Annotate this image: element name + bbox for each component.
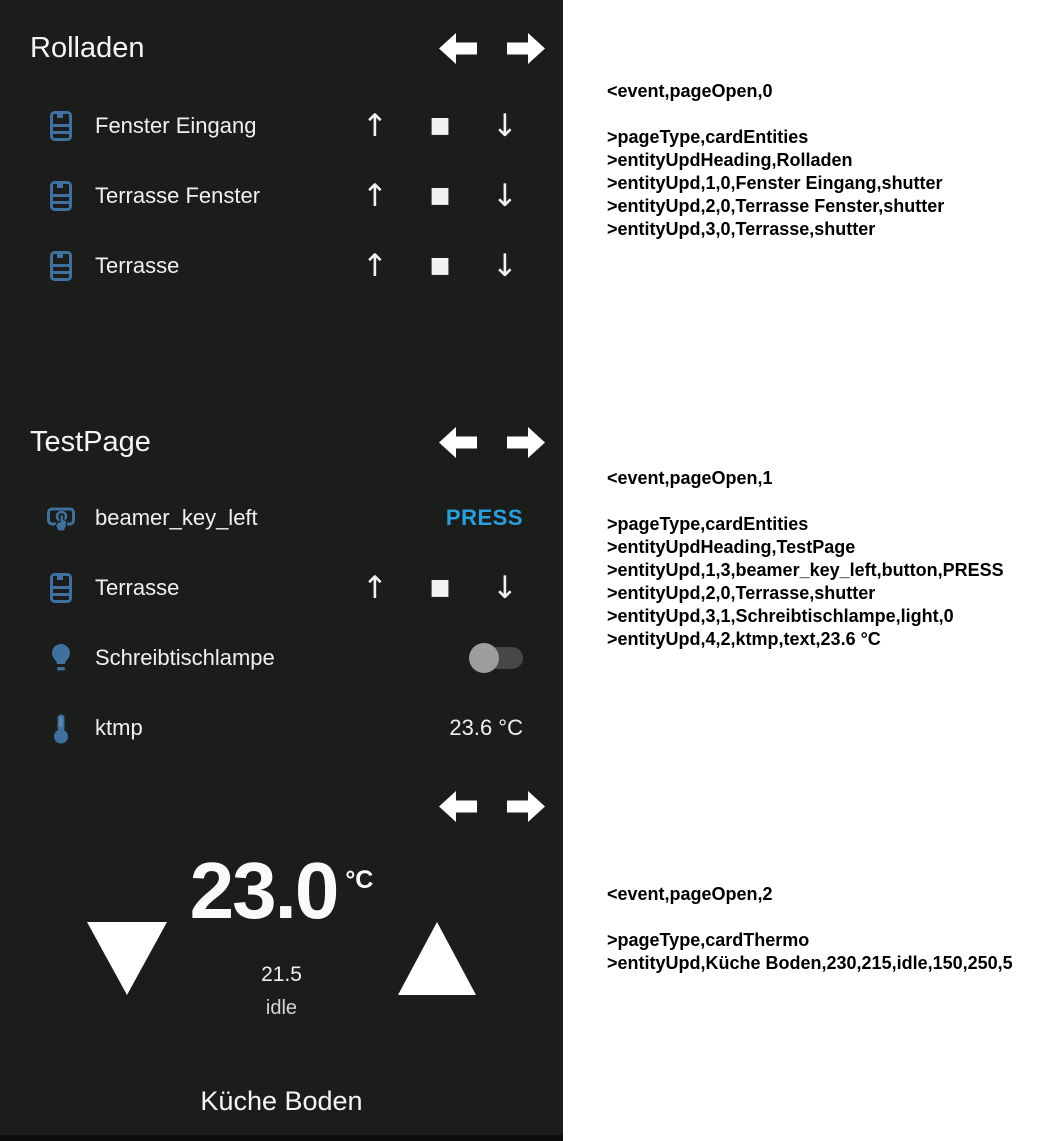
shutter-stop-button[interactable]: ■ bbox=[422, 570, 458, 606]
shutter-up-button[interactable]: ↑ bbox=[357, 570, 393, 606]
light-toggle[interactable] bbox=[469, 643, 523, 673]
protocol-line: >entityUpdHeading,TestPage bbox=[607, 537, 856, 557]
protocol-line-blank bbox=[607, 490, 1043, 513]
press-button[interactable]: PRESS bbox=[445, 505, 523, 530]
card-rolladen-rows bbox=[0, 91, 563, 301]
entity-label: Schreibtischlampe bbox=[95, 645, 275, 670]
protocol-block-page0 bbox=[607, 80, 1043, 241]
entity-label: Terrasse bbox=[95, 253, 180, 278]
entity-label: ktmp bbox=[95, 715, 143, 740]
entity-row-terrasse bbox=[0, 231, 563, 301]
nav-right-button[interactable] bbox=[507, 791, 545, 822]
window-shutter-icon bbox=[46, 181, 76, 211]
entity-row-fenster-eingang bbox=[0, 91, 563, 161]
window-shutter-icon bbox=[46, 111, 76, 141]
thermometer-icon bbox=[46, 713, 76, 744]
page-title: Rolladen bbox=[30, 31, 145, 64]
protocol-line: >entityUpd,2,0,Terrasse,shutter bbox=[607, 583, 876, 603]
arrow-right-icon bbox=[507, 427, 545, 458]
temperature-unit: °C bbox=[345, 866, 374, 894]
shutter-up-button[interactable]: ↑ bbox=[357, 178, 393, 214]
arrow-right-icon bbox=[507, 791, 545, 822]
protocol-block-page1 bbox=[607, 467, 1043, 651]
protocol-line-blank bbox=[607, 103, 1043, 126]
page-nav bbox=[439, 427, 545, 458]
protocol-line-blank bbox=[607, 906, 1043, 929]
current-temperature bbox=[0, 846, 563, 954]
page-title: TestPage bbox=[30, 425, 151, 458]
entity-row-ktmp bbox=[0, 693, 563, 763]
window-shutter-icon bbox=[46, 251, 76, 281]
nav-right-button[interactable] bbox=[507, 427, 545, 458]
shutter-stop-button[interactable]: ■ bbox=[422, 178, 458, 214]
shutter-controls bbox=[357, 248, 523, 284]
arrow-left-icon bbox=[439, 33, 477, 64]
window-shutter-icon bbox=[46, 573, 76, 603]
shutter-controls bbox=[357, 178, 523, 214]
protocol-line: >entityUpd,4,2,ktmp,text,23.6 °C bbox=[607, 629, 881, 649]
protocol-line: <event,pageOpen,0 bbox=[607, 81, 773, 101]
protocol-line: >entityUpd,2,0,Terrasse Fenster,shutter bbox=[607, 196, 945, 216]
lightbulb-icon bbox=[46, 643, 76, 674]
entity-row-terrasse-fenster bbox=[0, 161, 563, 231]
card-testpage-rows bbox=[0, 483, 563, 763]
shutter-controls bbox=[357, 570, 523, 606]
protocol-line: >entityUpd,1,3,beamer_key_left,button,PRESS bbox=[607, 560, 1004, 580]
shutter-up-button[interactable]: ↑ bbox=[357, 108, 393, 144]
entity-row-terrasse bbox=[0, 553, 563, 623]
entity-row-beamer-key-left bbox=[0, 483, 563, 553]
page-nav bbox=[439, 791, 545, 822]
nav-left-button[interactable] bbox=[439, 791, 477, 822]
card-rolladen-header bbox=[0, 26, 563, 70]
nav-left-button[interactable] bbox=[439, 427, 477, 458]
card-testpage-header bbox=[0, 420, 563, 464]
protocol-line: >entityUpd,1,0,Fenster Eingang,shutter bbox=[607, 173, 943, 193]
shutter-stop-button[interactable]: ■ bbox=[422, 108, 458, 144]
toggle-knob bbox=[469, 643, 499, 673]
current-temperature-value: 23.0 bbox=[189, 846, 338, 935]
target-temperature: 21.5 bbox=[261, 963, 302, 986]
shutter-down-button[interactable]: ↓ bbox=[487, 570, 523, 606]
entity-label: Terrasse bbox=[95, 575, 180, 600]
entity-label: Fenster Eingang bbox=[95, 113, 257, 138]
entity-row-schreibtischlampe bbox=[0, 623, 563, 693]
protocol-block-page2 bbox=[607, 883, 1043, 975]
gesture-tap-button-icon bbox=[46, 505, 76, 532]
shutter-down-button[interactable]: ↓ bbox=[487, 178, 523, 214]
nav-left-button[interactable] bbox=[439, 33, 477, 64]
entity-label: Terrasse Fenster bbox=[95, 183, 261, 208]
arrow-left-icon bbox=[439, 791, 477, 822]
page-nav bbox=[439, 33, 545, 64]
protocol-line: >pageType,cardEntities bbox=[607, 127, 809, 147]
shutter-down-button[interactable]: ↓ bbox=[487, 248, 523, 284]
shutter-stop-button[interactable]: ■ bbox=[422, 248, 458, 284]
nav-right-button[interactable] bbox=[507, 33, 545, 64]
arrow-right-icon bbox=[507, 33, 545, 64]
shutter-controls bbox=[357, 108, 523, 144]
entity-value: 23.6 °C bbox=[449, 715, 523, 740]
protocol-line: >entityUpdHeading,Rolladen bbox=[607, 150, 853, 170]
protocol-line: >entityUpd,3,0,Terrasse,shutter bbox=[607, 219, 876, 239]
thermostat-entity-name: Küche Boden bbox=[200, 1086, 363, 1116]
protocol-line: <event,pageOpen,1 bbox=[607, 468, 773, 488]
entity-label: beamer_key_left bbox=[95, 505, 258, 530]
card-thermo-header bbox=[0, 784, 563, 828]
shutter-down-button[interactable]: ↓ bbox=[487, 108, 523, 144]
protocol-line: >pageType,cardEntities bbox=[607, 514, 809, 534]
protocol-line: >entityUpd,Küche Boden,230,215,idle,150,250,5 bbox=[607, 953, 1013, 973]
panel-bottom-edge bbox=[0, 1135, 563, 1141]
protocol-line: >pageType,cardThermo bbox=[607, 930, 810, 950]
protocol-line: >entityUpd,3,1,Schreibtischlampe,light,0 bbox=[607, 606, 954, 626]
arrow-left-icon bbox=[439, 427, 477, 458]
thermostat-state: idle bbox=[265, 997, 298, 1019]
shutter-up-button[interactable]: ↑ bbox=[357, 248, 393, 284]
protocol-line: <event,pageOpen,2 bbox=[607, 884, 773, 904]
